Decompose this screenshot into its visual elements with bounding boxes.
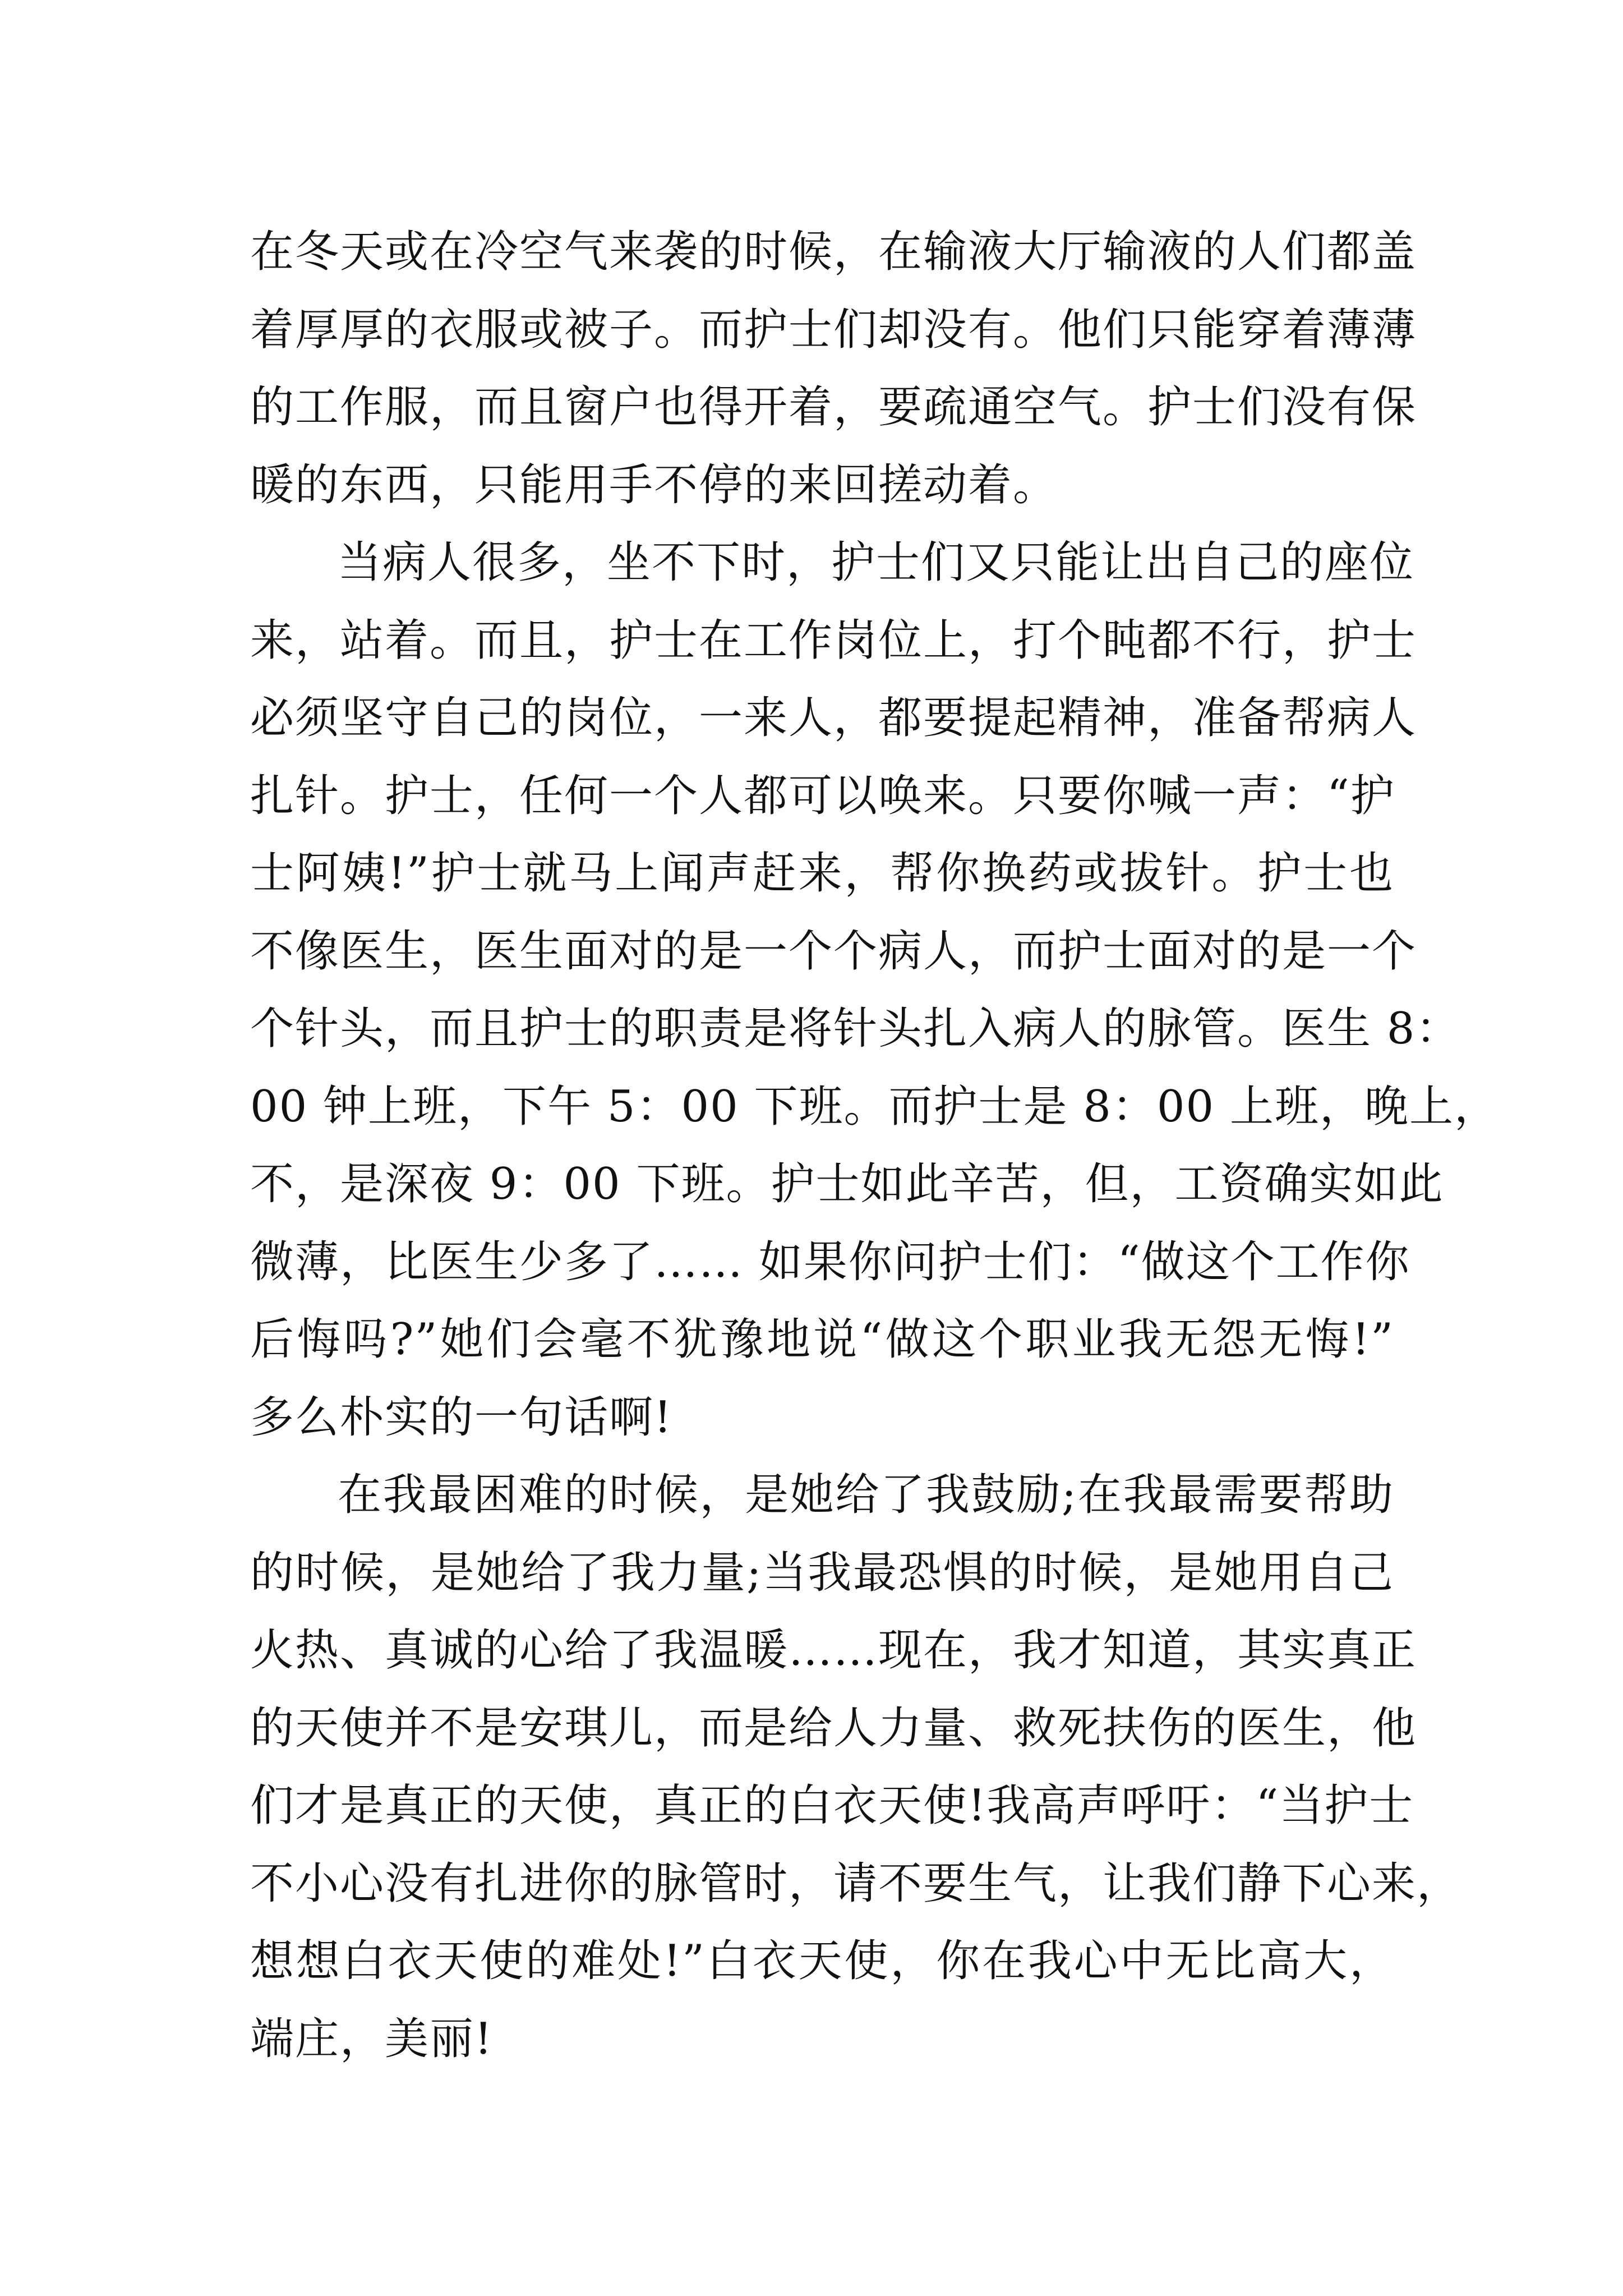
text-line: 当病人很多，坐不下时，护士们又只能让出自己的座位 bbox=[338, 537, 1415, 588]
paragraph-3 bbox=[250, 1456, 1462, 2078]
text-line: 00 钟上班，下午 5：00 下班。而护士是 8：00 上班，晚上， bbox=[250, 1081, 1499, 1132]
text-line: 不，是深夜 9：00 下班。护士如此辛苦，但，工资确实如此 bbox=[250, 1159, 1444, 1209]
text-line: 暖的东西，只能用手不停的来回搓动着。 bbox=[250, 459, 1058, 510]
text-line: 不小心没有扎进你的脉管时，请不要生气，让我们静下心来， bbox=[250, 1858, 1462, 1909]
text-line: 微薄，比医生少多了…… 如果你问护士们：“做这个工作你 bbox=[250, 1236, 1410, 1287]
text-line: 端庄，美丽! bbox=[250, 2013, 494, 2064]
paragraph-2 bbox=[250, 524, 1499, 1456]
text-line: 的时候，是她给了我力量;当我最恐惧的时候，是她用自己 bbox=[250, 1547, 1394, 1598]
text-line: 士阿姨!”护士就马上闻声赶来，帮你换药或拔针。护士也 bbox=[250, 848, 1394, 899]
text-line: 们才是真正的天使，真正的白衣天使!我高声呼吁：“当护士 bbox=[250, 1780, 1414, 1831]
text-line: 火热、真诚的心给了我温暖……现在，我才知道，其实真正 bbox=[250, 1625, 1417, 1676]
text-line: 扎针。护士，任何一个人都可以唤来。只要你喊一声：“护 bbox=[250, 770, 1395, 821]
paragraph-1 bbox=[250, 213, 1417, 524]
text-line: 来，站着。而且，护士在工作岗位上，打个盹都不行，护士 bbox=[250, 615, 1417, 666]
text-line: 的天使并不是安琪儿，而是给人力量、救死扶伤的医生，他 bbox=[250, 1703, 1417, 1754]
text-line: 不像医生，医生面对的是一个个病人，而护士面对的是一个 bbox=[250, 926, 1417, 977]
text-line: 必须坚守自己的岗位，一来人，都要提起精神，准备帮病人 bbox=[250, 693, 1417, 743]
text-line: 着厚厚的衣服或被子。而护士们却没有。他们只能穿着薄薄 bbox=[250, 304, 1417, 355]
text-line: 个针头，而且护士的职责是将针头扎入病人的脉管。医生 8： bbox=[250, 1004, 1461, 1054]
text-line: 在冬天或在冷空气来袭的时候，在输液大厅输液的人们都盖 bbox=[250, 227, 1417, 277]
text-line: 在我最困难的时候，是她给了我鼓励;在我最需要帮助 bbox=[338, 1470, 1394, 1520]
text-line: 的工作服，而且窗户也得开着，要疏通空气。护士们没有保 bbox=[250, 382, 1417, 432]
text-line: 想想白衣天使的难处!”白衣天使，你在我心中无比高大， bbox=[250, 1936, 1394, 1986]
text-line: 后悔吗?”她们会毫不犹豫地说“做这个职业我无怨无悔!” bbox=[250, 1314, 1394, 1365]
text-line: 多么朴实的一句话啊! bbox=[250, 1392, 673, 1443]
body-text bbox=[250, 213, 1499, 2078]
